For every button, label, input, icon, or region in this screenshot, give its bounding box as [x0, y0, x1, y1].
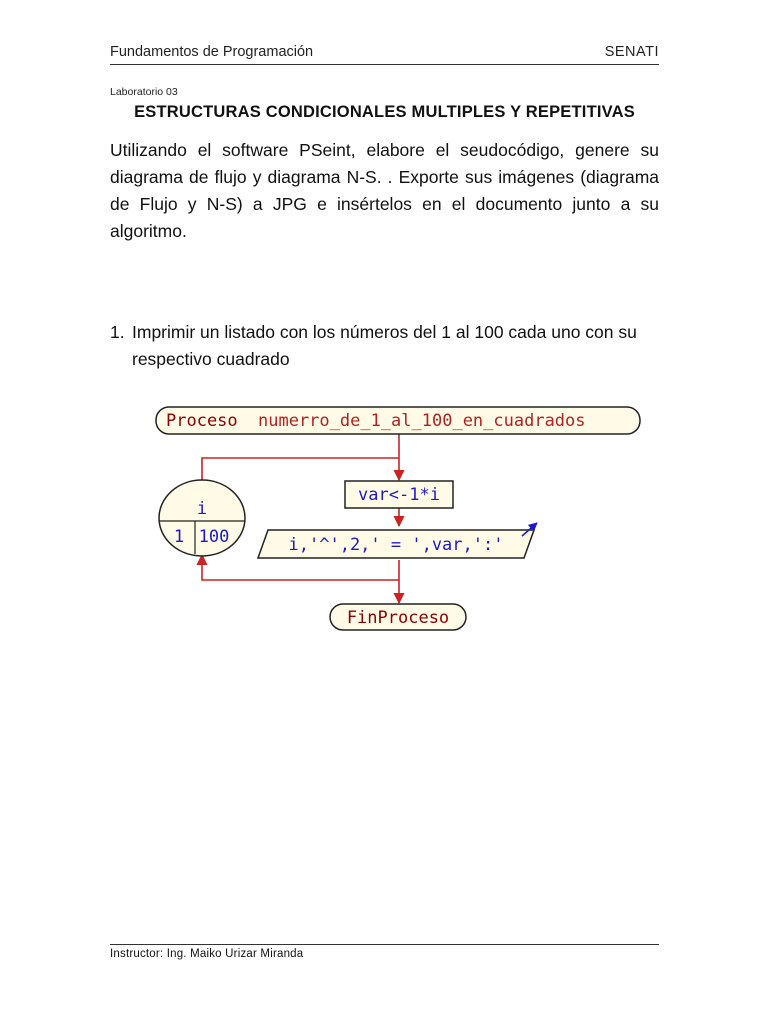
process-name: numerro_de_1_al_100_en_cuadrados	[258, 411, 586, 431]
loop-entry-line	[202, 458, 399, 482]
institution-name: SENATI	[604, 44, 659, 60]
footer-divider	[110, 944, 659, 945]
question-1-number: 1.	[110, 322, 125, 342]
course-name: Fundamentos de Programación	[110, 44, 314, 60]
process-end-text: FinProceso	[346, 608, 450, 628]
question-1	[110, 319, 659, 373]
header-divider	[110, 64, 659, 65]
assignment-text: var<-1*i	[358, 485, 440, 505]
output-text: i,'^',2,' = ',var,':'	[288, 535, 504, 555]
lab-label: Laboratorio 03	[110, 86, 178, 98]
loop-node	[159, 480, 245, 556]
intro-paragraph: Utilizando el software PSeint, elabore el seudocódigo, genere su diagrama de flujo y diagrama N-S. . Exporte sus imágenes (diagrama de Flujo y N-S) a JPG e insértelos en el documento junto a su algoritmo.	[110, 140, 659, 241]
page-title: ESTRUCTURAS CONDICIONALES MULTIPLES Y REPETITIVAS	[134, 103, 635, 121]
loop-end-value: 100	[198, 527, 230, 547]
loop-start-value: 1	[173, 527, 185, 547]
loop-variable: i	[196, 499, 208, 519]
footer-instructor: Instructor: Ing. Maiko Urizar Miranda	[110, 948, 304, 960]
question-1-text: Imprimir un listado con los números del 1 al 100 cada uno con su respectivo cuadrado	[132, 322, 637, 369]
flowchart	[150, 398, 650, 638]
process-keyword: Proceso	[166, 411, 238, 431]
page-header	[110, 44, 659, 64]
